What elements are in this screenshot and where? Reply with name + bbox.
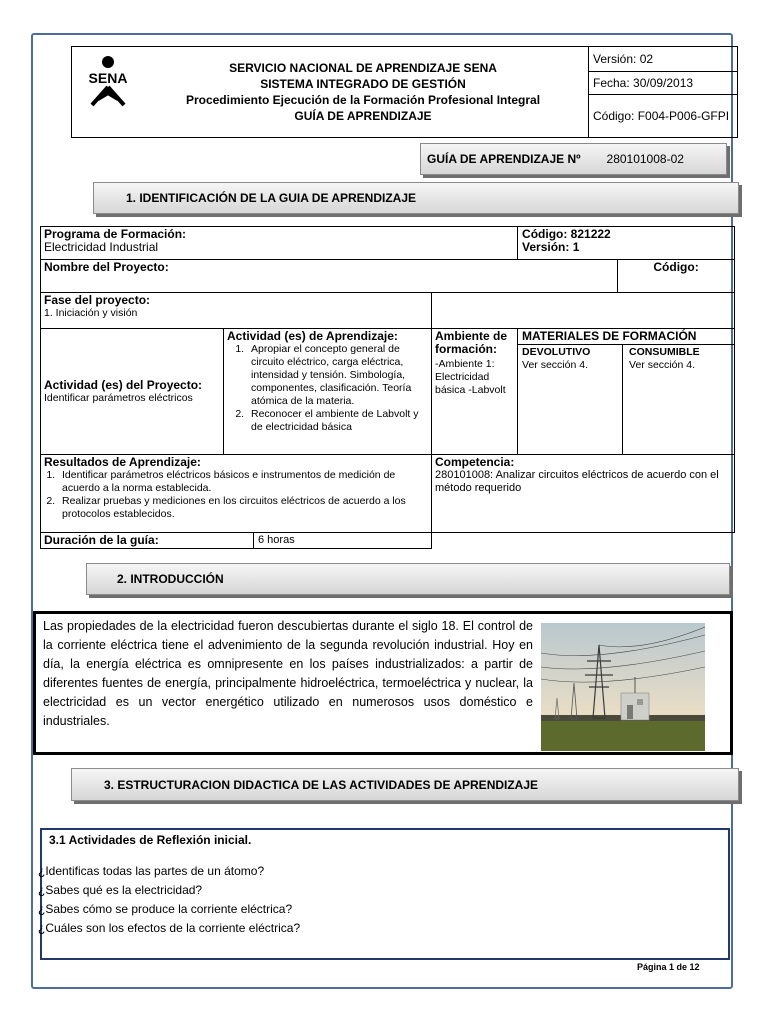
guide-number-bar <box>420 143 727 175</box>
reflection-title: 3.1 Actividades de Reflexión inicial. <box>49 833 252 847</box>
environment-cell <box>432 329 518 455</box>
materials-cell <box>518 329 735 455</box>
project-activity-value: Identificar parámetros eléctricos <box>44 391 193 404</box>
duration-label: Duración de la guía: <box>41 533 254 549</box>
phase-empty-cell <box>432 293 735 329</box>
sena-logo <box>78 53 138 107</box>
learning-activity-label: Actividad (es) de Aprendizaje: <box>227 329 398 343</box>
power-lines-photo <box>541 623 705 751</box>
identification-table <box>40 226 735 549</box>
phase-cell <box>41 293 432 329</box>
introduction-box <box>33 611 733 755</box>
program-cell <box>41 227 518 260</box>
competence-label: Competencia: <box>435 455 515 469</box>
materials-label: MATERIALES DE FORMACIÓN <box>518 329 734 345</box>
list-item: 2. Realizar pruebas y mediciones en los circuitos eléctricos de acuerdo a los protocolos establecidos. <box>58 495 428 521</box>
header-table <box>71 46 738 138</box>
program-value: Electricidad Industrial <box>44 240 159 254</box>
header-date: Fecha: 30/09/2013 <box>589 72 738 95</box>
section-1-heading: 1. IDENTIFICACIÓN DE LA GUIA DE APRENDIZAJE <box>93 182 739 214</box>
introduction-text: Las propiedades de la electricidad fueron descubiertas durante el siglo 18. El control de la corriente eléctrica tiene el advenimiento de la segunda revolución industrial. Hoy en día, la energía eléctrica es omnipresente en los países industrializados: a partir de diferentes fuentes de energía, principalmente hidroeléctrica, termoeléctrica y nuclear, la electricidad es un vector energético utilizado en numerosos usos doméstico e industriales. <box>43 619 533 728</box>
devolutivo-value: Ver sección 4. <box>522 359 588 371</box>
list-item: 1. Apropiar el concepto general de circuito eléctrico, carga eléctrica, intensidad y tensión. Simbología, componentes, clasificación. Teoría atómica de la materia. <box>247 343 428 408</box>
competence-value: 280101008: Analizar circuitos eléctricos de acuerdo con el método requerido <box>435 469 719 494</box>
competence-cell <box>432 455 735 533</box>
list-item: 2. Reconocer el ambiente de Labvolt y de electricidad básica <box>247 408 428 434</box>
reflection-questions <box>38 862 728 938</box>
header-system: SISTEMA INTEGRADO DE GESTIÓN <box>260 77 466 91</box>
duration-empty <box>432 533 735 549</box>
header-title-cell <box>72 47 589 138</box>
project-code-label: Código: <box>618 260 735 293</box>
list-item: 1. Identificar parámetros eléctricos básicos e instrumentos de medición de acuerdo a la norma establecida. <box>58 469 428 495</box>
project-name-label: Nombre del Proyecto: <box>41 260 618 293</box>
environment-value: -Ambiente 1: Electricidad básica -Labvolt <box>435 358 506 396</box>
learning-activity-list <box>227 343 428 434</box>
results-cell <box>41 455 432 533</box>
list-item: ¿Sabes cómo se produce la corriente eléctrica? <box>38 902 293 916</box>
program-version: Versión: 1 <box>522 240 580 254</box>
environment-label: Ambiente de formación: <box>435 329 508 356</box>
phase-value: 1. Iniciación y visión <box>44 307 138 319</box>
program-code: Código: 821222 <box>522 227 611 241</box>
section-2-heading: 2. INTRODUCCIÓN <box>86 563 730 595</box>
consumible-value: Ver sección 4. <box>629 359 695 371</box>
svg-text:SENA: SENA <box>88 70 128 86</box>
duration-value: 6 horas <box>254 533 432 549</box>
list-item: ¿Sabes qué es la electricidad? <box>38 883 203 897</box>
learning-activity-cell <box>224 329 432 455</box>
results-list <box>44 469 428 521</box>
header-code: Código: F004-P006-GFPI <box>589 95 738 138</box>
results-label: Resultados de Aprendizaje: <box>44 455 201 469</box>
header-version: Versión: 02 <box>589 47 738 72</box>
page-number: Página 1 de 12 <box>637 962 700 972</box>
project-activity-label: Actividad (es) del Proyecto: <box>44 377 203 392</box>
header-org: SERVICIO NACIONAL DE APRENDIZAJE SENA <box>229 61 497 75</box>
project-activity-cell <box>41 329 224 455</box>
list-item: ¿Cuáles son los efectos de la corriente eléctrica? <box>38 921 301 935</box>
consumible-col <box>623 345 706 454</box>
header-procedure: Procedimiento Ejecución de la Formación Profesional Integral <box>185 93 541 107</box>
guide-number-label: GUÍA DE APRENDIZAJE Nº <box>427 152 581 166</box>
consumible-label: CONSUMIBLE <box>629 346 700 358</box>
program-label: Programa de Formación: <box>44 227 187 241</box>
header-doc-type: GUÍA DE APRENDIZAJE <box>294 109 432 123</box>
section-3-heading: 3. ESTRUCTURACION DIDACTICA DE LAS ACTIVIDADES DE APRENDIZAJE <box>71 768 739 801</box>
phase-label: Fase del proyecto: <box>44 293 151 307</box>
list-item: ¿Identificas todas las partes de un átomo? <box>38 864 265 878</box>
devolutivo-col <box>518 345 623 454</box>
guide-number-value: 280101008-02 <box>606 152 684 166</box>
devolutivo-label: DEVOLUTIVO <box>522 346 591 358</box>
program-code-cell <box>518 227 735 260</box>
